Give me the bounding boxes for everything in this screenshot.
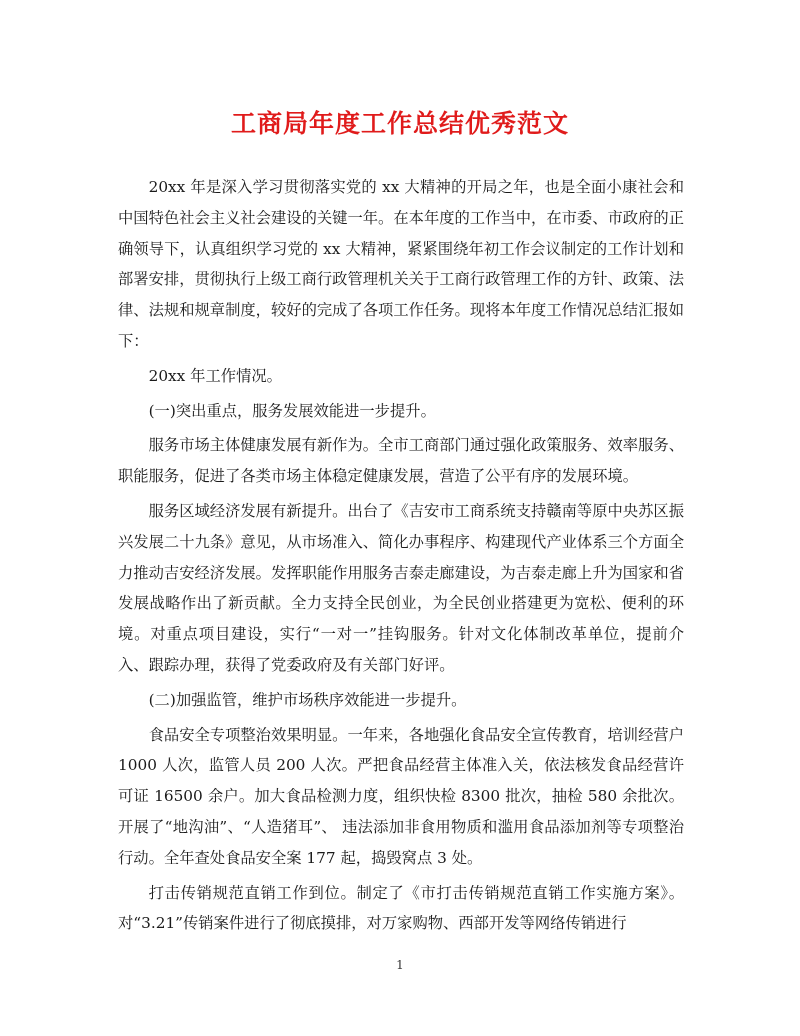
document-body	[118, 172, 684, 943]
paragraph-food-safety: 食品安全专项整治效果明显。一年来，各地强化食品安全宣传教育，培训经营户 1000 人次，监管人员 200 人次。严把食品经营主体准入关，依法核发食品经营许可证 16500 余户。加大食品检测力度，组织快检 8300 批次，抽检 580 余批次。开展了“地沟油”、“人造猪耳”、 违法添加非食用物质和滥用食品添加剂等专项整治行动。全年查处食品安全案 177 起，捣毁窝点 3 处。	[118, 725, 684, 867]
paragraph-anti-pyramid: 打击传销规范直销工作到位。制定了《市打击传销规范直销工作实施方案》。对“3.21”传销案件进行了彻底摸排，对万家购物、西部开发等网络传销进行	[118, 883, 684, 933]
document-title: 工商局年度工作总结优秀范文	[230, 109, 569, 138]
paragraph-subheading-2: (二)加强监管，维护市场秩序效能进一步提升。	[148, 690, 467, 709]
paragraph-subheading-1: (一)突出重点，服务发展效能进一步提升。	[148, 401, 436, 420]
paragraph-section-heading: 20xx 年工作情况。	[148, 366, 282, 385]
paragraph-intro: 20xx 年是深入学习贯彻落实党的 xx 大精神的开局之年，也是全面小康社会和中国特色社会主义社会建设的关键一年。在本年度的工作当中，在市委、市政府的正确领导下，认真组织学习党的 xx 大精神，紧紧围绕年初工作会议制定的工作计划和部署安排，贯彻执行上级工商行政管理机关关于工商行政管理工作的方针、政策、法律、法规和规章制度，较好的完成了各项工作任务。现将本年度工作情况总结汇报如下：	[118, 178, 684, 350]
paragraph-regional-economy: 服务区域经济发展有新提升。出台了《吉安市工商系统支持赣南等原中央苏区振兴发展二十九条》意见，从市场准入、简化办事程序、构建现代产业体系三个方面全力推动吉安经济发展。发挥职能作用服务吉泰走廊建设，为吉泰走廊上升为国家和省发展战略作出了新贡献。全力支持全民创业，为全民创业搭建更为宽松、便利的环境。对重点项目建设，实行“一对一”挂钩服务。针对文化体制改革单位，提前介入、跟踪办理，获得了党委政府及有关部门好评。	[118, 501, 684, 674]
paragraph-market-entities: 服务市场主体健康发展有新作为。全市工商部门通过强化政策服务、效率服务、职能服务，促进了各类市场主体稳定健康发展，营造了公平有序的发展环境。	[118, 436, 684, 486]
page-number: 1	[396, 958, 404, 972]
